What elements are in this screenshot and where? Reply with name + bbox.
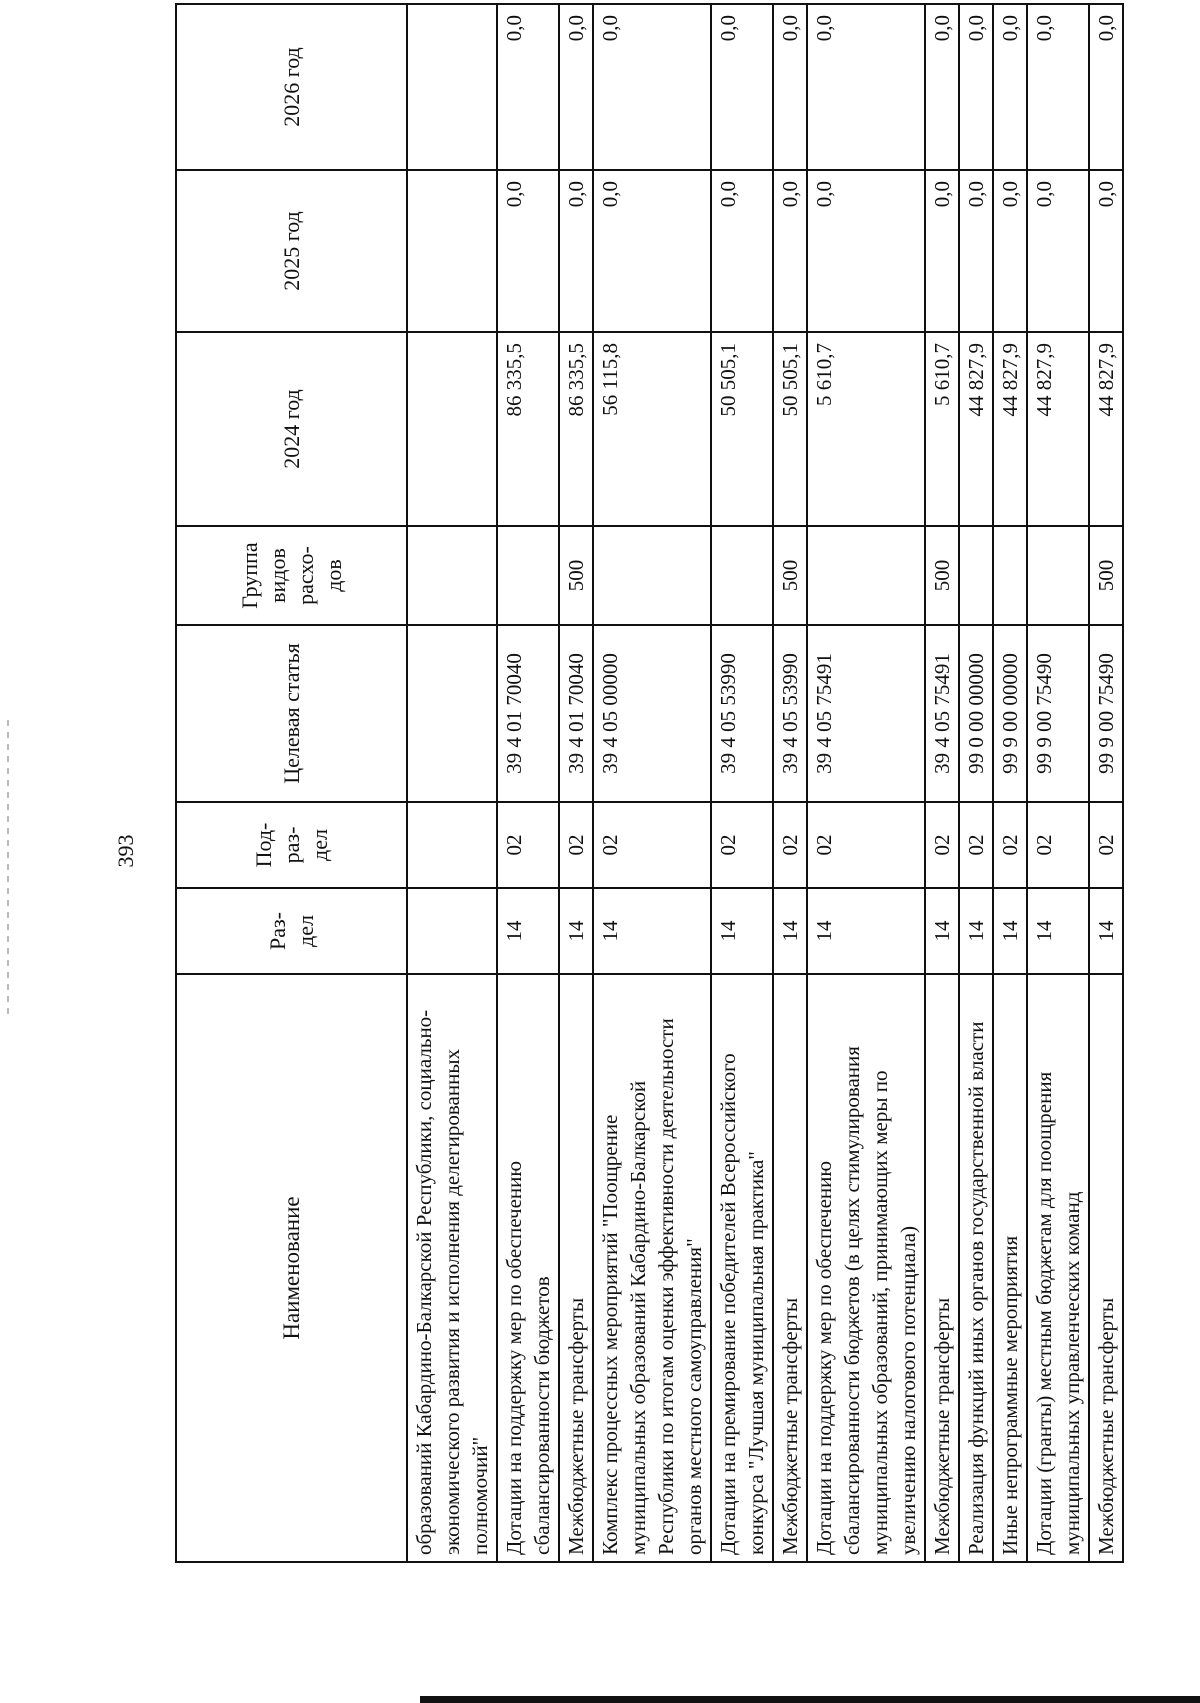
table-row — [959, 4, 993, 1562]
rotated-page-content — [175, 5, 1118, 1563]
header-year-2026: 2026 год — [176, 4, 407, 170]
table-row — [711, 4, 773, 1562]
cell-podrazdel: 02 — [807, 802, 925, 888]
cell-2025: 0,0 — [959, 170, 993, 332]
page-number: 393 — [113, 834, 138, 868]
cell-name: Межбюджетные трансферты — [1089, 974, 1123, 1562]
cell-2025: 0,0 — [773, 170, 807, 332]
cell-target-article: 39 4 05 75491 — [807, 625, 925, 802]
table-row — [407, 4, 497, 1562]
cell-razdel — [407, 888, 497, 974]
cell-name: Межбюджетные трансферты — [925, 974, 959, 1562]
cell-podrazdel: 02 — [1089, 802, 1123, 888]
cell-2026: 0,0 — [1089, 4, 1123, 170]
cell-2024: 44 827,9 — [959, 332, 993, 526]
cell-2026: 0,0 — [593, 4, 711, 170]
cell-2024: 44 827,9 — [1089, 332, 1123, 526]
cell-2024: 44 827,9 — [993, 332, 1027, 526]
cell-podrazdel: 02 — [773, 802, 807, 888]
table-row — [559, 4, 593, 1562]
cell-2025: 0,0 — [711, 170, 773, 332]
cell-podrazdel — [407, 802, 497, 888]
cell-expense-group — [593, 526, 711, 625]
table-row — [925, 4, 959, 1562]
cell-2024: 50 505,1 — [773, 332, 807, 526]
cell-razdel: 14 — [1089, 888, 1123, 974]
cell-2024: 86 335,5 — [559, 332, 593, 526]
cell-razdel: 14 — [993, 888, 1027, 974]
cell-razdel: 14 — [593, 888, 711, 974]
cell-2025: 0,0 — [1089, 170, 1123, 332]
cell-expense-group — [407, 526, 497, 625]
cell-expense-group: 500 — [1089, 526, 1123, 625]
cell-target-article: 39 4 05 00000 — [593, 625, 711, 802]
cell-2025: 0,0 — [497, 170, 559, 332]
cell-expense-group — [807, 526, 925, 625]
table-row — [593, 4, 711, 1562]
header-podrazdel: Под- раз- дел — [176, 802, 407, 888]
cell-2026: 0,0 — [559, 4, 593, 170]
cell-podrazdel: 02 — [1027, 802, 1089, 888]
cell-2024: 50 505,1 — [711, 332, 773, 526]
header-expense-group: Группа видов расхо- дов — [176, 526, 407, 625]
cell-2024: 5 610,7 — [925, 332, 959, 526]
cell-expense-group: 500 — [559, 526, 593, 625]
cell-razdel: 14 — [1027, 888, 1089, 974]
cell-target-article: 39 4 01 70040 — [497, 625, 559, 802]
cell-target-article: 39 4 05 53990 — [773, 625, 807, 802]
cell-2025: 0,0 — [925, 170, 959, 332]
table-row — [1089, 4, 1123, 1562]
cell-expense-group — [1027, 526, 1089, 625]
cell-name: Дотации (гранты) местным бюджетам для поощрения муниципальных управленческих команд — [1027, 974, 1089, 1562]
cell-2026: 0,0 — [711, 4, 773, 170]
table-row — [807, 4, 925, 1562]
cell-name: Дотации на поддержку мер по обеспечению сбалансированности бюджетов (в целях стимулирования муниципальных образований, принимающих меры по увеличению налогового потенциала) — [807, 974, 925, 1562]
table-row — [497, 4, 559, 1562]
table-row — [1027, 4, 1089, 1562]
cell-razdel: 14 — [497, 888, 559, 974]
cell-2026: 0,0 — [773, 4, 807, 170]
cell-expense-group — [993, 526, 1027, 625]
cell-razdel: 14 — [559, 888, 593, 974]
cell-2026: 0,0 — [497, 4, 559, 170]
cell-expense-group — [959, 526, 993, 625]
cell-name: образований Кабардино-Балкарской Республики, социально-экономического развития и исполнения делегированных полномочий" — [407, 974, 497, 1562]
cell-2026: 0,0 — [925, 4, 959, 170]
cell-razdel: 14 — [773, 888, 807, 974]
cell-2026: 0,0 — [1027, 4, 1089, 170]
cell-name: Комплекс процессных мероприятий "Поощрение муниципальных образований Кабардино-Балкарской Республики по итогам оценки эффективности деятельности органов местного самоуправления" — [593, 974, 711, 1562]
cell-podrazdel: 02 — [925, 802, 959, 888]
cell-2026 — [407, 4, 497, 170]
cell-expense-group: 500 — [925, 526, 959, 625]
cell-name: Дотации на поддержку мер по обеспечению сбалансированности бюджетов — [497, 974, 559, 1562]
table-header-row — [176, 4, 407, 1562]
bottom-rule — [420, 1696, 1200, 1703]
cell-2025: 0,0 — [559, 170, 593, 332]
cell-expense-group: 500 — [773, 526, 807, 625]
cell-target-article: 99 0 00 00000 — [959, 625, 993, 802]
cell-podrazdel: 02 — [711, 802, 773, 888]
cell-razdel: 14 — [711, 888, 773, 974]
cell-2024: 56 115,8 — [593, 332, 711, 526]
cell-2025: 0,0 — [993, 170, 1027, 332]
cell-2024: 5 610,7 — [807, 332, 925, 526]
cell-target-article: 99 9 00 75490 — [1027, 625, 1089, 802]
cell-name: Иные непрограммные мероприятия — [993, 974, 1027, 1562]
header-name: Наименование — [176, 974, 407, 1562]
header-year-2024: 2024 год — [176, 332, 407, 526]
cell-expense-group — [711, 526, 773, 625]
cell-target-article — [407, 625, 497, 802]
table-row — [993, 4, 1027, 1562]
cell-target-article: 99 9 00 75490 — [1089, 625, 1123, 802]
cell-target-article: 39 4 05 53990 — [711, 625, 773, 802]
cell-podrazdel: 02 — [993, 802, 1027, 888]
cell-2025: 0,0 — [807, 170, 925, 332]
cell-razdel: 14 — [807, 888, 925, 974]
budget-table — [175, 3, 1124, 1563]
cell-2026: 0,0 — [993, 4, 1027, 170]
cell-target-article: 99 9 00 00000 — [993, 625, 1027, 802]
cell-podrazdel: 02 — [497, 802, 559, 888]
cell-name: Межбюджетные трансферты — [559, 974, 593, 1562]
cell-2025: 0,0 — [1027, 170, 1089, 332]
cell-razdel: 14 — [925, 888, 959, 974]
cell-name: Дотации на премирование победителей Всероссийского конкурса "Лучшая муниципальная практика" — [711, 974, 773, 1562]
table-row — [773, 4, 807, 1562]
cell-2024: 44 827,9 — [1027, 332, 1089, 526]
cell-2025 — [407, 170, 497, 332]
cell-expense-group — [497, 526, 559, 625]
cell-razdel: 14 — [959, 888, 993, 974]
cell-target-article: 39 4 05 75491 — [925, 625, 959, 802]
cell-2026: 0,0 — [807, 4, 925, 170]
cell-2024: 86 335,5 — [497, 332, 559, 526]
header-razdel: Раз- дел — [176, 888, 407, 974]
header-target-article: Целевая статья — [176, 625, 407, 802]
margin-line — [7, 720, 9, 1020]
cell-podrazdel: 02 — [959, 802, 993, 888]
cell-podrazdel: 02 — [593, 802, 711, 888]
cell-2024 — [407, 332, 497, 526]
cell-target-article: 39 4 01 70040 — [559, 625, 593, 802]
header-year-2025: 2025 год — [176, 170, 407, 332]
cell-podrazdel: 02 — [559, 802, 593, 888]
cell-2025: 0,0 — [593, 170, 711, 332]
cell-name: Межбюджетные трансферты — [773, 974, 807, 1562]
cell-name: Реализация функций иных органов государственной власти — [959, 974, 993, 1562]
cell-2026: 0,0 — [959, 4, 993, 170]
